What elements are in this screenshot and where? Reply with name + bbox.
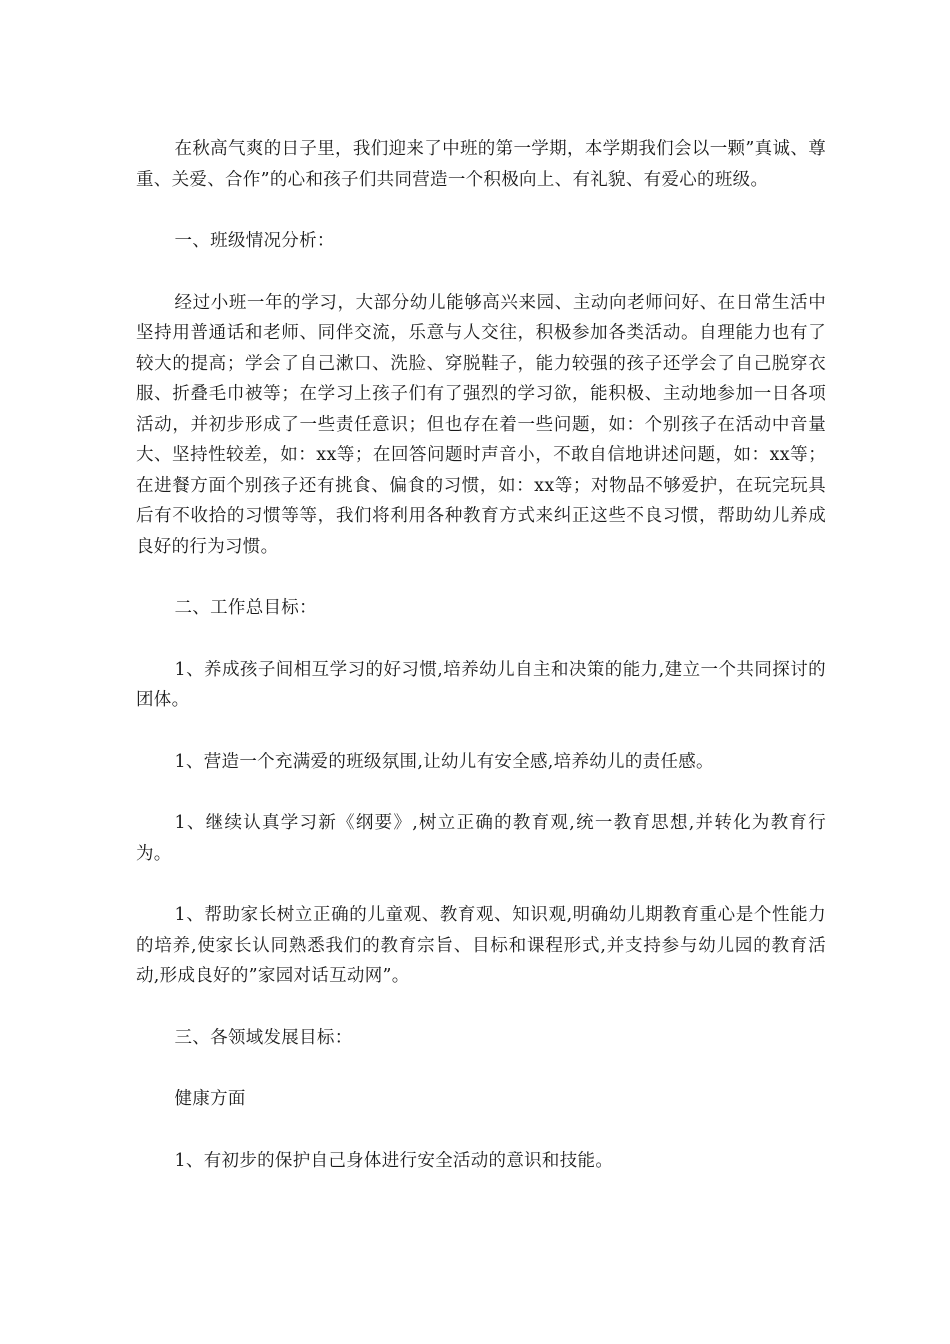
goal-item: 1、继续认真学习新《纲要》,树立正确的教育观,统一教育思想,并转化为教育行为。 [136,813,826,864]
health-item: 1、有初步的保护自己身体进行安全活动的意识和技能。 [174,1150,614,1171]
intro-paragraph: 在秋高气爽的日子里，我们迎来了中班的第一学期，本学期我们会以一颗”真诚、尊重、关爱、合作”的心和孩子们共同营造一个积极向上、有礼貌、有爱心的班级。 [136,139,826,190]
goal-item: 1、养成孩子间相互学习的好习惯,培养幼儿自主和决策的能力,建立一个共同探讨的团体。 [136,659,826,710]
section-heading-domain-goals: 三、各领域发展目标： [174,1027,353,1048]
section-heading-class-analysis: 一、班级情况分析： [174,231,335,251]
document-body [136,134,826,1176]
subheading-health: 健康方面 [174,1089,246,1109]
class-analysis-paragraph: 经过小班一年的学习，大部分幼儿能够高兴来园、主动向老师问好、在日常生活中坚持用普通话和老师、同伴交流，乐意与人交往，积极参加各类活动。自理能力也有了较大的提高；学会了自己漱口、洗脸、穿脱鞋子，能力较强的孩子还学会了自己脱穿衣服、折叠毛巾被等；在学习上孩子们有了强烈的学习欲，能积极、主动地参加一日各项活动，并初步形成了一些责任意识；但也存在着一些问题，如：个别孩子在活动中音量大、坚持性较差，如：xx等；在回答问题时声音小，不敢自信地讲述问题，如：xx等；在进餐方面个别孩子还有挑食、偏食的习惯，如：xx等；对物品不够爱护，在玩完玩具后有不收拾的习惯等等，我们将利用各种教育方式来纠正这些不良习惯，帮助幼儿养成良好的行为习惯。 [136,292,826,557]
goal-item: 1、帮助家长树立正确的儿童观、教育观、知识观,明确幼儿期教育重心是个性能力的培养,使家长认同熟悉我们的教育宗旨、目标和课程形式,并支持参与幼儿园的教育活动,形成良好的”家园对话互动网”。 [136,905,826,986]
section-heading-overall-goals: 二、工作总目标： [174,598,317,618]
goal-item: 1、营造一个充满爱的班级氛围,让幼儿有安全感,培养幼儿的责任感。 [174,751,714,772]
